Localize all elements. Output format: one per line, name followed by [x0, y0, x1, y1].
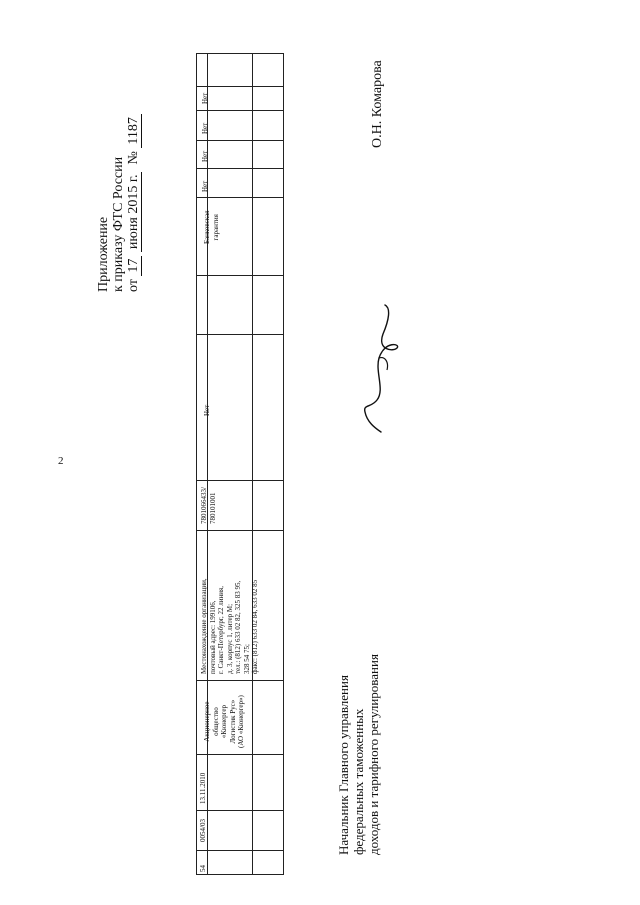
reg-number: 0054/03 — [199, 819, 207, 842]
signatory-position: Начальник Главного управления федеральных таможенных доходов и тарифного регулирования — [336, 654, 381, 855]
branches-value: Нет — [203, 404, 211, 416]
annex-order-ref: к приказу ФТС России — [111, 156, 126, 292]
row-index: 54 — [199, 865, 207, 872]
annex-title: Приложение — [96, 216, 111, 292]
reg-date: 13.11.2010 — [199, 772, 207, 804]
inn-kpp: 7801066433/ 780101001 — [200, 487, 217, 524]
page-number: 2 — [58, 455, 64, 467]
flag-1: Нет — [201, 180, 209, 192]
flag-2: Нет — [201, 150, 209, 162]
annex-number-sign: № — [126, 151, 141, 165]
signatory-name: О.Н. Комарова — [370, 60, 385, 148]
flag-4: Нет — [201, 92, 209, 104]
annex-day: 17 — [126, 256, 142, 276]
annex-month-year: июня 2015 г. — [126, 172, 142, 253]
company-name: Акционерное общество «Кюнергер Логистик Рус» (АО «Кюнергер») — [203, 695, 245, 748]
handwritten-signature — [355, 300, 405, 435]
registry-table — [196, 53, 284, 875]
company-address: Местонахождение организации, почтовый адрес: 199106, г. Санкт-Петербург, 22 линия, д. 3, корпус 1, литер М; тел.: (812) 633 02 82, 325 83 95, 328 54 75; факс: (812) 633 02 84, 633 02 85 — [200, 578, 259, 674]
flag-3: Нет — [201, 122, 209, 134]
annex-header — [96, 114, 142, 292]
annex-number: 1187 — [126, 114, 142, 147]
guarantee-type: Банковская гарантия — [203, 210, 220, 244]
annex-date-line: от 17 июня 2015 г. № 1187 — [126, 114, 142, 292]
